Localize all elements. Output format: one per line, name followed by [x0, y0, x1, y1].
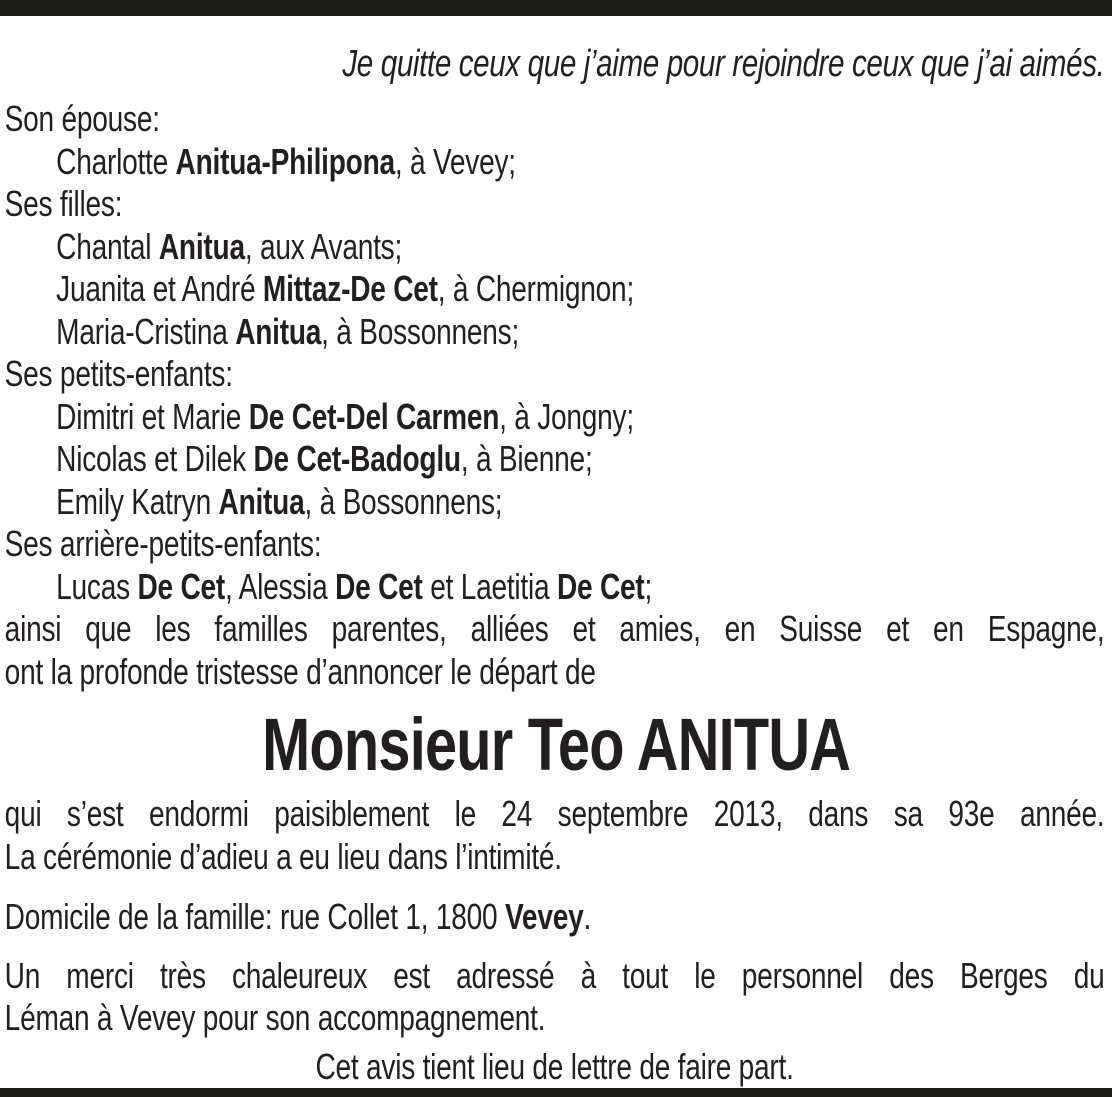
- text-segment: qui s’est endormi paisiblement le 24 septembre 2013, dans sa 93e année.: [4, 793, 1105, 834]
- text-segment: Juanita et André: [56, 268, 263, 309]
- surname-bold: Anitua: [218, 480, 305, 522]
- surname-bold: De Cet-Del Carmen: [248, 395, 500, 437]
- surname-bold: De Cet: [556, 565, 645, 607]
- bottom-rule-bar: [0, 1088, 1112, 1097]
- text-segment: Ses petits-enfants:: [4, 353, 233, 394]
- deceased-name-title: Monsieur Teo ANITUA: [262, 703, 851, 786]
- family-line: [0, 226, 1112, 269]
- text-segment: Son épouse:: [4, 98, 160, 139]
- text-segment: , à Bossonnens;: [304, 480, 503, 522]
- paragraph-thanks: [0, 955, 1112, 1040]
- text-segment: , à Jongny;: [499, 395, 634, 437]
- family-line: [0, 396, 1112, 439]
- surname-bold: De Cet: [335, 565, 423, 607]
- text-segment: La cérémonie d’adieu a eu lieu dans l’intimité.: [4, 835, 562, 877]
- paragraph-line: [0, 997, 1112, 1040]
- text-segment: et Laetitia: [422, 565, 557, 607]
- text-segment: , à Vevey;: [394, 140, 516, 182]
- paragraph-line: [0, 836, 1112, 879]
- text-segment: .: [583, 896, 592, 937]
- paragraph-family-address: [0, 896, 1112, 939]
- text-segment: , aux Avants;: [244, 225, 403, 267]
- surname-bold: Mittaz-De Cet: [262, 268, 438, 309]
- paragraph-line: [0, 896, 1112, 939]
- text-segment: Chantal: [56, 225, 159, 267]
- text-segment: Ses filles:: [4, 183, 123, 224]
- epigraph-quote: Je quitte ceux que j’aime pour rejoindre ceux que j’ai aimés.: [342, 43, 1105, 85]
- text-segment: ;: [644, 565, 653, 607]
- surname-bold: De Cet: [137, 565, 226, 607]
- paragraph-line: [0, 793, 1112, 836]
- text-segment: , à Bossonnens;: [321, 310, 520, 352]
- text-segment: , Alessia: [225, 565, 336, 607]
- paragraph-line: [0, 955, 1112, 998]
- family-line: [0, 523, 1112, 566]
- text-segment: Un merci très chaleureux est adressé à tout le personnel des Berges du: [4, 954, 1105, 996]
- surname-bold: Anitua: [235, 310, 322, 352]
- notice-content: [0, 16, 1112, 1088]
- family-line: [0, 141, 1112, 184]
- family-line: [0, 608, 1112, 651]
- family-line: [0, 268, 1112, 311]
- text-segment: Lucas: [56, 565, 138, 607]
- text-segment: Domicile de la famille: rue Collet 1, 1800: [4, 896, 505, 937]
- text-segment: ont la profonde tristesse d’annoncer le départ de: [4, 650, 596, 692]
- family-line: [0, 98, 1112, 141]
- text-segment: Charlotte: [56, 140, 176, 182]
- surname-bold: Anitua-Philipona: [175, 140, 395, 182]
- family-list: [0, 98, 1112, 693]
- text-segment: Léman à Vevey pour son accompagnement.: [4, 997, 546, 1038]
- text-segment: Dimitri et Marie: [56, 395, 249, 437]
- paragraph-faire-part: [0, 1046, 1112, 1089]
- text-segment: Ses arrière-petits-enfants:: [4, 523, 322, 564]
- surname-bold: Anitua: [158, 225, 245, 267]
- text-segment: Emily Katryn: [56, 480, 219, 522]
- text-segment: ainsi que les familles parentes, alliées et amies, en Suisse et en Espagne,: [4, 608, 1105, 649]
- family-line: [0, 566, 1112, 609]
- family-line: [0, 651, 1112, 694]
- paragraph-death-announcement: [0, 793, 1112, 878]
- text-segment: Nicolas et Dilek: [56, 438, 254, 479]
- top-rule-bar: [0, 0, 1112, 16]
- paragraph-line: [0, 1046, 1112, 1089]
- text-segment: Maria-Cristina: [56, 310, 236, 352]
- surname-bold: De Cet-Badoglu: [253, 438, 461, 479]
- text-segment: , à Chermignon;: [437, 268, 635, 309]
- family-line: [0, 311, 1112, 354]
- surname-bold: Vevey: [504, 896, 584, 937]
- family-line: [0, 353, 1112, 396]
- text-segment: , à Bienne;: [460, 438, 593, 479]
- family-line: [0, 481, 1112, 524]
- family-line: [0, 183, 1112, 226]
- family-line: [0, 438, 1112, 481]
- text-segment: Cet avis tient lieu de lettre de faire part.: [315, 1045, 794, 1087]
